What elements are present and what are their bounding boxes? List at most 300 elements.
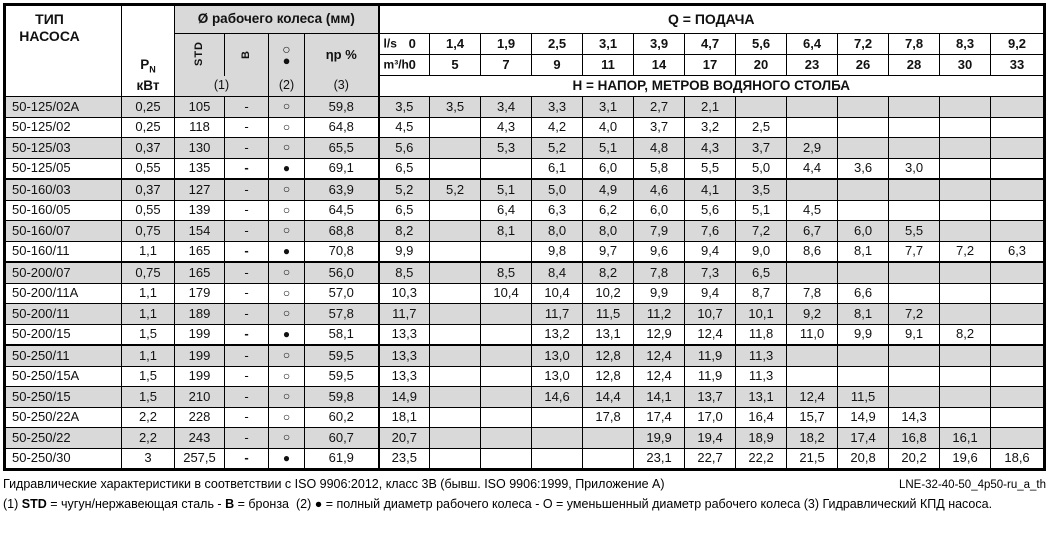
table-row — [5, 262, 1045, 283]
head-value-cell: 19,9 — [634, 428, 685, 449]
head-value-cell: 10,1 — [736, 304, 787, 325]
head-value-cell: 5,1 — [736, 200, 787, 221]
flow-ls-value: 6,4 — [787, 34, 838, 55]
impeller-symbol-header — [269, 34, 305, 76]
head-value-cell — [991, 366, 1045, 387]
head-value-cell — [583, 428, 634, 449]
full-diameter-icon: ● — [269, 158, 305, 179]
table-row — [5, 324, 1045, 345]
head-value-cell: 6,2 — [583, 200, 634, 221]
head-value-cell — [481, 324, 532, 345]
head-value-cell: 8,0 — [532, 221, 583, 242]
head-value-cell — [481, 428, 532, 449]
head-value-cell: 17,4 — [634, 407, 685, 428]
head-value-cell: 6,5 — [736, 262, 787, 283]
efficiency-cell: 64,8 — [305, 117, 379, 138]
head-value-cell: 9,4 — [685, 241, 736, 262]
std-diameter-cell: 130 — [175, 138, 225, 159]
head-value-cell: 5,5 — [685, 158, 736, 179]
head-value-cell — [430, 428, 481, 449]
table-row — [5, 158, 1045, 179]
std-diameter-cell: 210 — [175, 387, 225, 408]
head-value-cell: 2,5 — [736, 117, 787, 138]
head-value-cell — [940, 200, 991, 221]
power-cell: 1,1 — [122, 283, 175, 304]
head-value-cell: 12,4 — [685, 324, 736, 345]
head-value-cell: 2,1 — [685, 97, 736, 118]
head-value-cell — [838, 262, 889, 283]
flow-m3h-value: 7 — [481, 55, 532, 76]
head-value-cell — [889, 200, 940, 221]
head-value-cell: 7,8 — [787, 283, 838, 304]
head-value-cell: 6,3 — [532, 200, 583, 221]
head-value-cell: 14,4 — [583, 387, 634, 408]
head-value-cell: 8,6 — [787, 241, 838, 262]
std-diameter-cell: 199 — [175, 324, 225, 345]
bronze-cell: - — [225, 283, 269, 304]
bronze-cell: - — [225, 324, 269, 345]
head-value-cell: 4,6 — [634, 179, 685, 200]
head-value-cell: 10,2 — [583, 283, 634, 304]
head-value-cell — [991, 200, 1045, 221]
reduced-diameter-icon: ○ — [269, 117, 305, 138]
head-value-cell: 9,6 — [634, 241, 685, 262]
bronze-cell: - — [225, 262, 269, 283]
head-value-cell: 6,0 — [838, 221, 889, 242]
bronze-cell: - — [225, 407, 269, 428]
efficiency-cell: 59,8 — [305, 97, 379, 118]
head-value-cell — [991, 221, 1045, 242]
head-value-cell: 8,1 — [838, 241, 889, 262]
head-value-cell — [430, 158, 481, 179]
reduced-diameter-icon: ○ — [269, 97, 305, 118]
head-value-cell: 3,0 — [889, 158, 940, 179]
head-value-cell: 13,3 — [379, 366, 430, 387]
flow-ls-value: 7,2 — [838, 34, 889, 55]
head-value-cell — [787, 262, 838, 283]
head-value-cell — [430, 221, 481, 242]
table-row — [5, 345, 1045, 366]
head-value-cell — [940, 407, 991, 428]
pump-type-cell: 50-160/07 — [5, 221, 122, 242]
reduced-diameter-icon: ○ — [269, 428, 305, 449]
head-value-cell — [787, 97, 838, 118]
std-diameter-cell: 154 — [175, 221, 225, 242]
head-value-cell — [991, 324, 1045, 345]
head-value-cell: 8,5 — [481, 262, 532, 283]
head-value-cell: 9,8 — [532, 241, 583, 262]
flow-ls-value: 5,6 — [736, 34, 787, 55]
head-value-cell — [940, 387, 991, 408]
head-value-cell: 23,5 — [379, 448, 430, 470]
reduced-diameter-icon: ○ — [282, 40, 291, 57]
flow-m3h-value: 28 — [889, 55, 940, 76]
head-value-cell — [940, 221, 991, 242]
std-diameter-cell: 127 — [175, 179, 225, 200]
pump-type-cell: 50-200/11A — [5, 283, 122, 304]
head-value-cell — [430, 448, 481, 470]
head-value-cell — [991, 158, 1045, 179]
rated-power-header — [122, 5, 175, 97]
head-value-cell — [583, 448, 634, 470]
bronze-column-header — [225, 34, 269, 76]
iso-note: Гидравлические характеристики в соответствии с ISO 9906:2012, класс 3В (бывш. ISO 9906:1999, Приложение А) — [3, 477, 665, 491]
head-value-cell — [430, 262, 481, 283]
head-value-cell: 13,1 — [736, 387, 787, 408]
head-value-cell — [481, 448, 532, 470]
head-value-cell: 22,2 — [736, 448, 787, 470]
head-value-cell: 4,5 — [379, 117, 430, 138]
flow-m3h-value: 14 — [634, 55, 685, 76]
full-diameter-icon: ● — [269, 448, 305, 470]
head-value-cell: 12,4 — [787, 387, 838, 408]
head-value-cell: 16,1 — [940, 428, 991, 449]
m3h-unit-label: m³/h — [383, 57, 409, 72]
power-cell: 1,1 — [122, 304, 175, 325]
table-row — [5, 241, 1045, 262]
head-value-cell: 4,3 — [685, 138, 736, 159]
efficiency-cell: 59,8 — [305, 387, 379, 408]
head-value-cell — [940, 283, 991, 304]
reduced-diameter-icon: ○ — [269, 304, 305, 325]
flow-m3h-value: 5 — [430, 55, 481, 76]
head-value-cell: 6,3 — [991, 241, 1045, 262]
head-value-cell: 11,0 — [787, 324, 838, 345]
std-diameter-cell: 105 — [175, 97, 225, 118]
head-value-cell: 15,7 — [787, 407, 838, 428]
head-value-cell: 4,5 — [787, 200, 838, 221]
head-value-cell: 7,2 — [736, 221, 787, 242]
head-value-cell — [430, 387, 481, 408]
efficiency-cell: 64,5 — [305, 200, 379, 221]
head-value-cell — [940, 179, 991, 200]
pump-type-cell: 50-200/11 — [5, 304, 122, 325]
head-value-cell: 11,5 — [583, 304, 634, 325]
head-value-cell: 13,3 — [379, 345, 430, 366]
bronze-cell: - — [225, 117, 269, 138]
std-diameter-cell: 118 — [175, 117, 225, 138]
pn-unit: кВт — [136, 77, 160, 93]
flow-ls-value: 1,4 — [430, 34, 481, 55]
table-row — [5, 304, 1045, 325]
head-value-cell: 11,3 — [736, 366, 787, 387]
power-cell: 0,25 — [122, 97, 175, 118]
pump-type-cell: 50-250/22A — [5, 407, 122, 428]
head-value-cell: 3,4 — [481, 97, 532, 118]
head-value-cell — [532, 428, 583, 449]
std-diameter-cell: 189 — [175, 304, 225, 325]
head-value-cell: 19,4 — [685, 428, 736, 449]
head-value-cell: 5,1 — [583, 138, 634, 159]
head-value-cell — [532, 407, 583, 428]
head-value-cell — [991, 97, 1045, 118]
reduced-diameter-icon: ○ — [269, 262, 305, 283]
head-value-cell: 8,2 — [379, 221, 430, 242]
table-row — [5, 200, 1045, 221]
pump-performance-table — [3, 3, 1046, 471]
head-value-cell — [838, 345, 889, 366]
pump-type-cell: 50-160/11 — [5, 241, 122, 262]
head-value-cell: 9,1 — [889, 324, 940, 345]
head-value-cell — [481, 304, 532, 325]
table-row — [5, 283, 1045, 304]
table-row — [5, 221, 1045, 242]
head-value-cell: 5,2 — [379, 179, 430, 200]
bronze-cell: - — [225, 200, 269, 221]
head-value-cell: 6,0 — [634, 200, 685, 221]
head-value-cell: 18,2 — [787, 428, 838, 449]
pump-type-cell: 50-250/15 — [5, 387, 122, 408]
head-value-cell: 8,2 — [583, 262, 634, 283]
bronze-label: B — [239, 49, 252, 59]
efficiency-cell: 59,5 — [305, 366, 379, 387]
efficiency-cell: 58,1 — [305, 324, 379, 345]
head-value-cell: 16,4 — [736, 407, 787, 428]
head-value-cell — [481, 366, 532, 387]
std-diameter-cell: 228 — [175, 407, 225, 428]
head-value-cell: 9,2 — [787, 304, 838, 325]
head-value-cell — [991, 387, 1045, 408]
flow-ls-value: 9,2 — [991, 34, 1045, 55]
doc-code: LNE-32-40-50_4p50-ru_a_th — [898, 479, 1046, 491]
head-value-cell: 10,7 — [685, 304, 736, 325]
flow-header: Q = ПОДАЧА — [379, 5, 1045, 34]
head-value-cell: 22,7 — [685, 448, 736, 470]
m3h-value: 0 — [408, 57, 416, 73]
pump-type-cell: 50-250/30 — [5, 448, 122, 470]
full-diameter-icon: ● — [269, 324, 305, 345]
reduced-diameter-icon: ○ — [269, 283, 305, 304]
std-diameter-cell: 179 — [175, 283, 225, 304]
head-value-cell: 7,7 — [889, 241, 940, 262]
bronze-cell: - — [225, 97, 269, 118]
head-value-cell — [430, 345, 481, 366]
pump-type-header — [5, 5, 122, 97]
pump-type-cell: 50-200/07 — [5, 262, 122, 283]
head-value-cell: 11,8 — [736, 324, 787, 345]
head-value-cell — [940, 158, 991, 179]
reduced-diameter-icon: ○ — [269, 407, 305, 428]
head-value-cell: 9,4 — [685, 283, 736, 304]
head-value-cell: 20,7 — [379, 428, 430, 449]
flow-m3h-value: 20 — [736, 55, 787, 76]
head-value-cell — [838, 366, 889, 387]
head-value-cell: 10,3 — [379, 283, 430, 304]
head-value-cell: 20,8 — [838, 448, 889, 470]
head-value-cell — [430, 138, 481, 159]
efficiency-cell: 57,8 — [305, 304, 379, 325]
bronze-cell: - — [225, 428, 269, 449]
head-value-cell — [991, 138, 1045, 159]
power-cell: 0,37 — [122, 138, 175, 159]
pump-type-cell: 50-125/02 — [5, 117, 122, 138]
head-value-cell: 23,1 — [634, 448, 685, 470]
bronze-cell: - — [225, 448, 269, 470]
head-value-cell — [481, 387, 532, 408]
table-row — [5, 366, 1045, 387]
efficiency-cell: 56,0 — [305, 262, 379, 283]
head-value-cell — [430, 366, 481, 387]
head-value-cell: 10,4 — [532, 283, 583, 304]
power-cell: 0,37 — [122, 179, 175, 200]
head-value-cell — [430, 407, 481, 428]
flow-ls-value: 7,8 — [889, 34, 940, 55]
head-value-cell: 13,0 — [532, 366, 583, 387]
bronze-cell: - — [225, 138, 269, 159]
head-value-cell — [889, 117, 940, 138]
head-value-cell — [838, 97, 889, 118]
head-value-cell — [991, 262, 1045, 283]
head-value-cell — [481, 407, 532, 428]
flow-m3h-first-cell — [379, 55, 430, 76]
pump-type-cell: 50-125/03 — [5, 138, 122, 159]
head-value-cell: 19,6 — [940, 448, 991, 470]
ls-value: 0 — [408, 36, 416, 52]
std-column-header — [175, 34, 225, 76]
pump-type-cell: 50-125/02A — [5, 97, 122, 118]
head-value-cell: 14,9 — [838, 407, 889, 428]
head-value-cell: 11,7 — [532, 304, 583, 325]
head-value-cell — [481, 345, 532, 366]
head-value-cell: 14,3 — [889, 407, 940, 428]
efficiency-cell: 65,5 — [305, 138, 379, 159]
head-value-cell: 11,9 — [685, 366, 736, 387]
head-value-cell — [991, 407, 1045, 428]
head-value-cell: 8,4 — [532, 262, 583, 283]
std-diameter-cell: 243 — [175, 428, 225, 449]
head-value-cell: 5,2 — [430, 179, 481, 200]
head-value-cell: 5,6 — [379, 138, 430, 159]
flow-ls-value: 2,5 — [532, 34, 583, 55]
full-diameter-icon: ● — [282, 52, 291, 68]
head-value-cell — [889, 97, 940, 118]
head-value-cell: 18,6 — [991, 448, 1045, 470]
head-value-cell: 3,5 — [736, 179, 787, 200]
flow-m3h-value: 23 — [787, 55, 838, 76]
head-value-cell: 3,2 — [685, 117, 736, 138]
head-value-cell: 13,7 — [685, 387, 736, 408]
head-value-cell: 6,5 — [379, 158, 430, 179]
head-value-cell: 2,9 — [787, 138, 838, 159]
head-value-cell — [889, 366, 940, 387]
head-value-cell — [991, 117, 1045, 138]
head-value-cell: 6,4 — [481, 200, 532, 221]
head-value-cell — [736, 97, 787, 118]
ls-unit-label: l/s — [383, 36, 397, 51]
head-value-cell: 4,4 — [787, 158, 838, 179]
head-value-cell: 11,9 — [685, 345, 736, 366]
flow-m3h-value: 9 — [532, 55, 583, 76]
std-diameter-cell: 165 — [175, 262, 225, 283]
head-value-cell: 6,5 — [379, 200, 430, 221]
efficiency-cell: 59,5 — [305, 345, 379, 366]
efficiency-cell: 57,0 — [305, 283, 379, 304]
head-value-cell: 3,6 — [838, 158, 889, 179]
head-value-cell: 12,4 — [634, 345, 685, 366]
reduced-diameter-icon: ○ — [269, 345, 305, 366]
std-diameter-cell: 139 — [175, 200, 225, 221]
power-cell: 1,5 — [122, 387, 175, 408]
head-value-cell: 7,2 — [889, 304, 940, 325]
head-value-cell — [481, 158, 532, 179]
head-value-cell: 17,4 — [838, 428, 889, 449]
head-value-cell: 5,1 — [481, 179, 532, 200]
reduced-diameter-icon: ○ — [269, 179, 305, 200]
head-value-cell — [991, 428, 1045, 449]
head-value-cell — [787, 117, 838, 138]
head-value-cell: 9,7 — [583, 241, 634, 262]
std-diameter-cell: 165 — [175, 241, 225, 262]
footnote-text: = чугун/нержавеющая сталь - — [46, 497, 226, 511]
pump-type-cell: 50-160/05 — [5, 200, 122, 221]
reduced-diameter-icon: ○ — [269, 138, 305, 159]
head-value-cell: 8,5 — [379, 262, 430, 283]
head-value-cell: 5,6 — [685, 200, 736, 221]
flow-m3h-value: 26 — [838, 55, 889, 76]
head-value-cell: 3,1 — [583, 97, 634, 118]
efficiency-cell: 69,1 — [305, 158, 379, 179]
head-value-cell: 13,1 — [583, 324, 634, 345]
pump-type-cell: 50-250/15A — [5, 366, 122, 387]
head-value-cell: 6,0 — [583, 158, 634, 179]
head-value-cell: 13,3 — [379, 324, 430, 345]
table-body — [5, 97, 1045, 470]
head-value-cell: 3,3 — [532, 97, 583, 118]
head-value-cell — [889, 345, 940, 366]
bronze-cell: - — [225, 241, 269, 262]
head-value-cell: 20,2 — [889, 448, 940, 470]
head-value-cell: 18,1 — [379, 407, 430, 428]
head-value-cell: 9,9 — [634, 283, 685, 304]
footnote-std: STD — [21, 497, 47, 511]
head-value-cell: 4,3 — [481, 117, 532, 138]
head-value-cell: 4,9 — [583, 179, 634, 200]
head-value-cell: 12,9 — [634, 324, 685, 345]
table-row — [5, 138, 1045, 159]
efficiency-cell: 68,8 — [305, 221, 379, 242]
table-row — [5, 407, 1045, 428]
head-value-cell: 7,9 — [634, 221, 685, 242]
table-row — [5, 428, 1045, 449]
flow-m3h-value: 17 — [685, 55, 736, 76]
head-value-cell — [481, 241, 532, 262]
footnote-b: B — [225, 497, 235, 511]
bronze-cell: - — [225, 387, 269, 408]
table-row — [5, 179, 1045, 200]
bronze-cell: - — [225, 345, 269, 366]
head-value-cell: 3,5 — [379, 97, 430, 118]
head-value-cell: 3,5 — [430, 97, 481, 118]
reduced-diameter-icon: ○ — [269, 387, 305, 408]
power-cell: 1,1 — [122, 241, 175, 262]
head-value-cell: 7,2 — [940, 241, 991, 262]
pump-type-cell: 50-200/15 — [5, 324, 122, 345]
head-value-cell: 9,0 — [736, 241, 787, 262]
table-row — [5, 117, 1045, 138]
head-value-cell — [991, 283, 1045, 304]
head-value-cell: 7,8 — [634, 262, 685, 283]
head-value-cell: 8,2 — [940, 324, 991, 345]
head-value-cell — [940, 97, 991, 118]
std-label: STD — [192, 40, 205, 66]
impeller-diameter-header: Ø рабочего колеса (мм) — [175, 5, 379, 34]
head-value-cell: 14,1 — [634, 387, 685, 408]
head-value-cell — [838, 117, 889, 138]
head-value-cell — [838, 138, 889, 159]
power-cell: 0,25 — [122, 117, 175, 138]
bronze-cell: - — [225, 366, 269, 387]
flow-m3h-value: 33 — [991, 55, 1045, 76]
